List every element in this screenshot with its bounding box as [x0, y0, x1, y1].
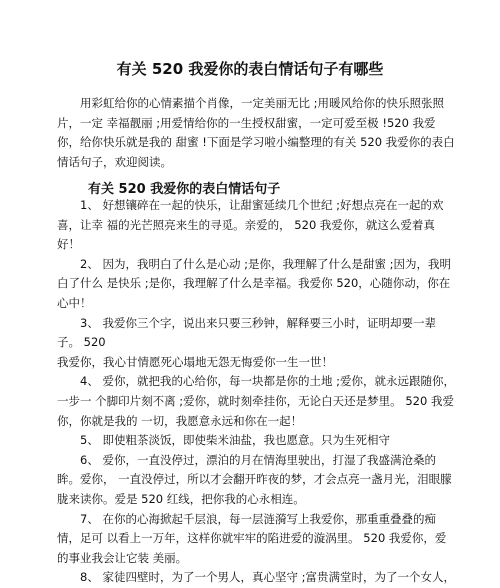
- intro-paragraph: 用彩虹给你的心情素描个肖像，一定美丽无比 ;用暖风给你的快乐照张照片，一定 幸福靓丽 ;用爱情给你的一生授权甜蜜，一定可爱至极 !520 我爱你，给你快乐就是我的 甜蜜 !下面是学习啦小编整理的有关 520 我爱你的表白情话句子，欢迎阅读。: [57, 96, 455, 169]
- document-title: 有关 520 我爱你的表白情话句子有哪些: [116, 60, 384, 78]
- list-item: 我爱你，我心甘情愿死心塌地无怨无悔爱你一生一世！: [57, 354, 333, 369]
- items-list: [57, 196, 457, 588]
- list-item: 1、 好想镶碎在一起的快乐，让甜蜜延续几个世纪 ;好想点亮在一起的欢喜，让幸 福的光芒照亮来生的寻觅。亲爱的， 520 我爱你，就这么爱着真好！: [57, 198, 444, 252]
- list-item: 8、 家徒四壁时，为了一个男人，真心坚守 ;富贵满堂时，为了一个女人，: [57, 570, 455, 585]
- list-item: 2、 因为，我明白了什么是心动 ;是你，我理解了什么是甜蜜 ;因为，我明白了什么 是快乐 ;是你，我理解了什么是幸福。我爱你 520，心随你动，你在心中！: [57, 256, 452, 310]
- list-item: 7、 在你的心海掀起千层浪，每一层涟漪写上我爱你，那重重叠叠的痴情，足可 以看上一万年，这样你就牢牢的陷进爱的漩涡里。 520 我爱你，爱的事业我会让它装 美丽。: [57, 511, 447, 565]
- list-item: 6、 爱你，一直没停过，漂泊的月在情海里驶出，打湿了我盛满沧桑的眸。爱你， 一直没停过，所以才会翻开昨夜的梦，才会点亮一盏月光，泪眼朦胧来读你。爱是 520 红线，把你我的心永相连。: [57, 452, 452, 506]
- list-item: 4、 爱你，就把我的心给你，每一块都是你的土地 ;爱你，就永远跟随你，一步一 个脚印片刻不离 ;爱你，就时刻牵挂你，无论白天还是梦里。 520 我爱你，你就是我的 一切，我愿意永远和你在一起！: [57, 374, 455, 428]
- section-title: 有关 520 我爱你的表白情话句子: [88, 182, 281, 197]
- list-item: 5、 即使粗茶淡饭，即使柴米油盐，我也愿意。只为生死相守: [57, 433, 390, 448]
- list-item: 3、 我爱你三个字，说出来只要三秒钟，解释要三小时，证明却要一辈子。 520: [57, 315, 436, 350]
